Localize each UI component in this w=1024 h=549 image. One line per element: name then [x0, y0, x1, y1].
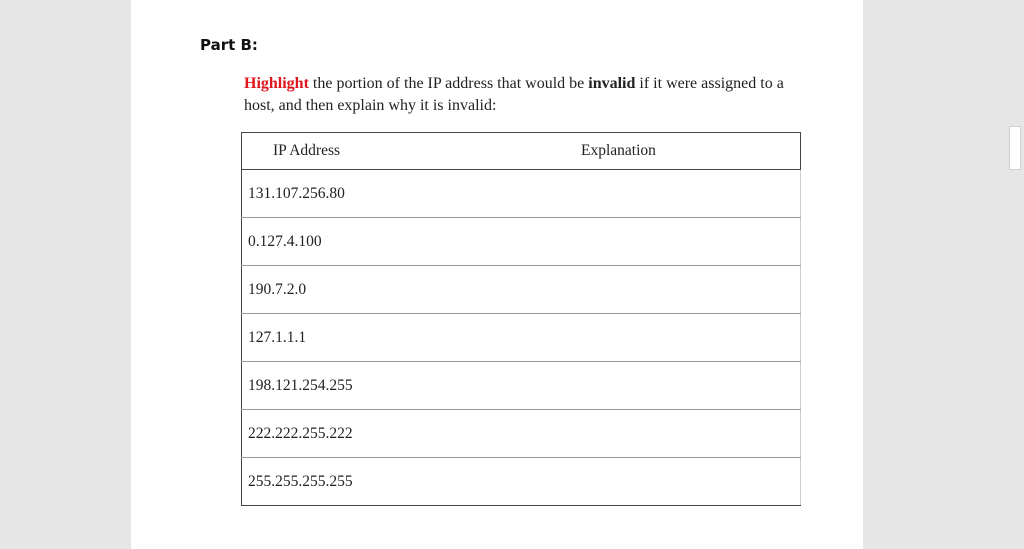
explanation-cell[interactable]	[554, 410, 801, 458]
explanation-cell[interactable]	[554, 170, 801, 218]
ip-cell: 222.222.255.222	[242, 410, 555, 458]
ip-address-table	[241, 132, 801, 506]
table-header-row	[242, 133, 801, 170]
header-explanation: Explanation	[554, 133, 801, 170]
explanation-cell[interactable]	[554, 218, 801, 266]
ip-cell: 127.1.1.1	[242, 314, 555, 362]
table-row	[242, 362, 801, 410]
highlight-word: Highlight	[244, 75, 309, 92]
ip-cell: 198.121.254.255	[242, 362, 555, 410]
explanation-cell[interactable]	[554, 362, 801, 410]
ip-cell: 131.107.256.80	[242, 170, 555, 218]
explanation-cell[interactable]	[554, 458, 801, 506]
ip-cell: 0.127.4.100	[242, 218, 555, 266]
part-heading: Part B:	[200, 36, 258, 54]
instructions-text-1: the portion of the IP address that would be	[308, 75, 589, 92]
ip-cell: 190.7.2.0	[242, 266, 555, 314]
table-row	[242, 218, 801, 266]
table-row	[242, 458, 801, 506]
instructions-text-2: if it were assigned to a host, and then explain why it is invalid:	[244, 75, 784, 114]
table-row	[242, 266, 801, 314]
side-scroll-tab[interactable]	[1009, 126, 1021, 170]
invalid-word: invalid	[588, 75, 636, 92]
instructions-paragraph	[244, 73, 804, 117]
explanation-cell[interactable]	[554, 314, 801, 362]
header-ip-address: IP Address	[242, 133, 555, 170]
ip-cell: 255.255.255.255	[242, 458, 555, 506]
table-row	[242, 314, 801, 362]
table-row	[242, 410, 801, 458]
table-row	[242, 170, 801, 218]
explanation-cell[interactable]	[554, 266, 801, 314]
